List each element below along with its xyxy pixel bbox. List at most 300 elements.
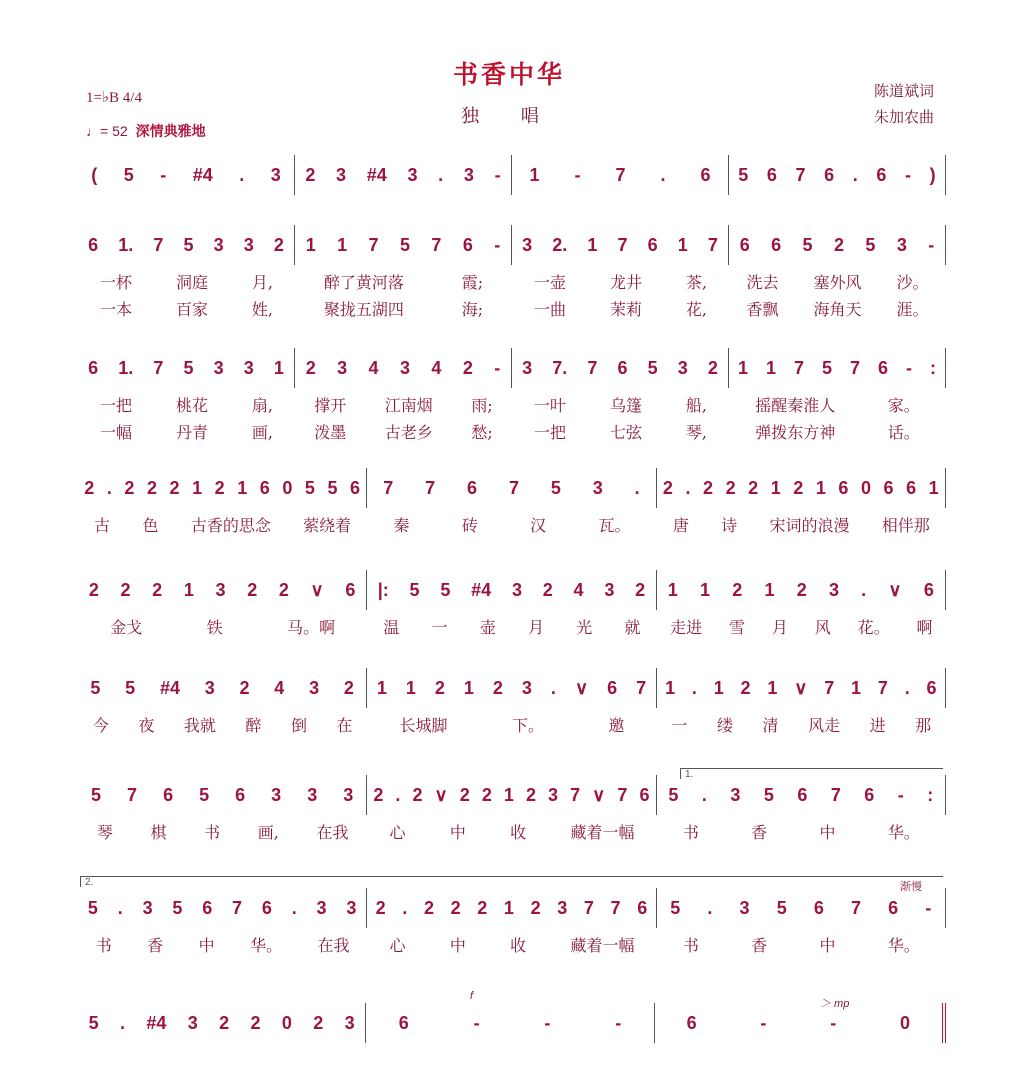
lyric-word: 雪 (728, 618, 745, 637)
note: . (707, 897, 713, 918)
note: 2 (313, 1012, 324, 1033)
note: 7 (849, 357, 860, 378)
note: 3 (343, 784, 354, 805)
note: 2 (305, 357, 316, 378)
lyric-word: 百家 (175, 300, 208, 319)
composer-credit: 朱加农曲 (873, 108, 934, 126)
measure (657, 775, 946, 815)
lyric-word: 心 (389, 936, 406, 955)
note: 6 (261, 897, 272, 918)
note: 1 (851, 677, 862, 698)
note: ∨ (574, 677, 589, 698)
note: ∨ (434, 784, 448, 805)
note: 5 (647, 357, 658, 378)
note: 6 (771, 234, 782, 255)
lyric-word: 华。 (887, 936, 920, 955)
note: 6 (838, 477, 849, 498)
note: . (904, 677, 910, 698)
music-system (78, 230, 946, 320)
tempo-value: ♩= 52 (86, 123, 128, 139)
note: 7 (368, 234, 379, 255)
lyric-word: 我就 (183, 716, 216, 735)
note: |: (377, 579, 389, 600)
note: 7 (851, 897, 862, 918)
lyric-word: 金戈 (110, 618, 143, 637)
key-signature: 1=♭B 4/4 (86, 90, 142, 106)
lyrics-verse-1 (78, 713, 946, 736)
note: - (905, 357, 912, 378)
lyric-word: 藏着一幅 (570, 823, 635, 842)
note: 1 (183, 579, 194, 600)
note: 5 (91, 784, 102, 805)
lyric-word: 光 (576, 618, 593, 637)
note: 3 (739, 897, 750, 918)
lyric-word: 相伴那 (881, 516, 930, 535)
note: ∨ (592, 784, 606, 805)
lyric-word: 中 (819, 936, 836, 955)
note: 5 (304, 477, 315, 498)
lyric-word: 长城脚 (399, 716, 448, 735)
lyrics-verse-1 (78, 393, 946, 416)
note: . (291, 897, 297, 918)
note: - (494, 234, 501, 255)
measure (512, 348, 729, 388)
note: - (574, 164, 581, 185)
note: 7 (877, 677, 888, 698)
note: 1. (118, 234, 134, 255)
lyric-word: 一把 (99, 396, 132, 415)
note: 3 (548, 784, 559, 805)
note: 4 (431, 357, 442, 378)
lyric-word: 船, (685, 396, 707, 415)
note: 2 (434, 677, 445, 698)
note: 5 (776, 897, 787, 918)
note: 2 (146, 477, 157, 498)
measure (78, 570, 367, 610)
note: 7 (830, 784, 841, 805)
lyric-word: 夜 (138, 716, 155, 735)
note: 5 (763, 784, 774, 805)
note: 3 (213, 357, 224, 378)
lyrics-verse-1 (78, 513, 946, 536)
note: 7 (583, 897, 594, 918)
lyric-word: 撑开 (314, 396, 347, 415)
note: 7 (615, 164, 626, 185)
note: 6 (766, 164, 777, 185)
expression-text: 深情典雅地 (135, 123, 206, 139)
note: 7 (795, 164, 806, 185)
note: 7 (610, 897, 621, 918)
lyric-word: 邀 (608, 716, 625, 735)
lyric-word: 中 (449, 823, 466, 842)
note: 7 (425, 477, 436, 498)
lyric-word: 汉 (530, 516, 547, 535)
lyric-word: 中 (819, 823, 836, 842)
note: 2 (748, 477, 759, 498)
note: 5 (327, 477, 338, 498)
lyric-word: 缕 (716, 716, 733, 735)
note: 2 (412, 784, 423, 805)
note: 6 (686, 1012, 697, 1033)
note: #4 (471, 579, 492, 600)
lyric-word: 马。啊 (287, 618, 336, 637)
lyric-word: 醉 (245, 716, 262, 735)
note: 5 (183, 234, 194, 255)
note: . (685, 477, 691, 498)
note: 5 (738, 164, 749, 185)
lyric-word: 在 (336, 716, 353, 735)
lyric-word: 唐 (672, 516, 689, 535)
note: . (106, 477, 112, 498)
note: 3 (336, 164, 347, 185)
lyric-word: 话。 (887, 423, 920, 442)
music-system (78, 160, 946, 190)
lyric-word: 壶 (479, 618, 496, 637)
note: 3 (730, 784, 741, 805)
note: 5 (550, 477, 561, 498)
note: 6 (797, 784, 808, 805)
measure (295, 348, 512, 388)
lyric-word: 丹青 (175, 423, 208, 442)
measure (657, 888, 946, 928)
lyric-word: 海; (461, 300, 484, 319)
lyric-word: 书 (682, 936, 699, 955)
lyric-word: 一本 (99, 300, 132, 319)
note: 4 (573, 579, 584, 600)
lyric-word: 雨; (471, 396, 493, 415)
note: 4 (274, 677, 285, 698)
lyric-word: 画, (251, 423, 273, 442)
note: 3 (896, 234, 907, 255)
lyric-word: 香 (147, 936, 164, 955)
music-system (78, 673, 946, 736)
lyrics-verse-2 (78, 297, 946, 320)
note: 6 (700, 164, 711, 185)
note: 2 (662, 477, 673, 498)
lyric-word: 泼墨 (314, 423, 347, 442)
note: 6 (906, 477, 917, 498)
note: 2 (707, 357, 718, 378)
note: . (691, 677, 697, 698)
note: 7 (570, 784, 581, 805)
note: 2 (373, 784, 384, 805)
volta-2: 2. (80, 876, 943, 887)
note: 5 (125, 677, 136, 698)
measure (367, 570, 656, 610)
note: 3 (142, 897, 153, 918)
note: 1 (765, 357, 776, 378)
note: 3 (511, 579, 522, 600)
note: 5 (399, 234, 410, 255)
note: 2 (120, 579, 131, 600)
note: 1 (667, 579, 678, 600)
performance-type: 独 唱 (461, 106, 557, 127)
note: 3 (521, 677, 532, 698)
measure (78, 225, 295, 265)
note: 1 (192, 477, 203, 498)
note: 3 (215, 579, 226, 600)
note: 2 (530, 897, 541, 918)
note: 7 (793, 357, 804, 378)
lyric-word: 砖 (461, 516, 478, 535)
lyric-word: 华。 (887, 823, 920, 842)
lyric-word: 琴, (685, 423, 707, 442)
note: 1 (815, 477, 826, 498)
lyric-word: 洗去 (746, 273, 779, 292)
volta-1: 1. (680, 768, 943, 779)
lyrics-verse-1 (78, 933, 946, 956)
note: 3 (604, 579, 615, 600)
note: 3 (243, 357, 254, 378)
note: 3 (344, 1012, 355, 1033)
measure (657, 668, 946, 708)
measure (295, 155, 512, 195)
note: 6 (88, 357, 99, 378)
note: 7 (824, 677, 835, 698)
lyric-word: 在我 (316, 823, 349, 842)
lyrics-verse-1 (78, 820, 946, 843)
note: 6 (864, 784, 875, 805)
note: 7 (383, 477, 394, 498)
note: . (634, 477, 640, 498)
lyric-word: 月 (528, 618, 545, 637)
note: 1 (764, 579, 775, 600)
note: . (402, 897, 408, 918)
measure (512, 155, 729, 195)
lyric-word: 香 (751, 823, 768, 842)
measure (729, 155, 946, 195)
measure (729, 225, 946, 265)
note: 2 (481, 784, 492, 805)
note: 2 (273, 234, 284, 255)
note: 2 (343, 677, 354, 698)
note: 2 (247, 579, 258, 600)
note: 0 (281, 1012, 292, 1033)
note: 5 (802, 234, 813, 255)
note: 6 (888, 897, 899, 918)
note: 5 (199, 784, 210, 805)
note: 7 (232, 897, 243, 918)
note: . (120, 1012, 126, 1033)
note: #4 (159, 677, 180, 698)
note: 3 (522, 357, 533, 378)
lyric-word: 海角天 (813, 300, 862, 319)
note: 2 (239, 677, 250, 698)
lyric-word: 在我 (317, 936, 350, 955)
measure (655, 1003, 946, 1043)
note: 7 (508, 477, 519, 498)
lyric-word: 那 (915, 716, 932, 735)
note: ∨ (794, 677, 808, 698)
music-system (78, 893, 946, 956)
note: 1 (700, 579, 711, 600)
note: 3 (204, 677, 215, 698)
note: 7 (127, 784, 138, 805)
note: . (117, 897, 123, 918)
note: 6 (926, 677, 937, 698)
note: 2 (305, 164, 316, 185)
lyric-word: 愁; (471, 423, 493, 442)
lyrics-verse-2 (78, 420, 946, 443)
lyric-word: 清 (762, 716, 779, 735)
ritardando-mark: 渐慢 (900, 881, 922, 893)
note: 6 (639, 784, 650, 805)
note: 3 (271, 784, 282, 805)
lyricist-credit: 陈道斌词 (873, 82, 934, 100)
note: 6 (813, 897, 824, 918)
lyric-word: 花, (685, 300, 707, 319)
note: 6 (462, 234, 473, 255)
note: 6 (739, 234, 750, 255)
note: 6 (163, 784, 174, 805)
tempo-marking (86, 121, 206, 141)
lyric-word: 一杯 (99, 273, 132, 292)
measure (512, 225, 729, 265)
measure (367, 668, 656, 708)
lyric-word: 今 (92, 716, 109, 735)
measure (367, 775, 656, 815)
note: 2 (375, 897, 386, 918)
note: 3 (407, 164, 418, 185)
lyric-word: 洞庭 (175, 273, 208, 292)
lyric-word: 醉了黄河落 (323, 273, 404, 292)
note: - (925, 897, 932, 918)
lyric-word: 香 (751, 936, 768, 955)
measure (78, 888, 367, 928)
measure (78, 1003, 366, 1043)
note: 3 (213, 234, 224, 255)
note: 5 (670, 897, 681, 918)
note: 3 (337, 357, 348, 378)
lyric-word: 秦 (393, 516, 410, 535)
note: 2. (552, 234, 568, 255)
note: 6 (877, 357, 888, 378)
measure (78, 775, 367, 815)
note: : (929, 357, 936, 378)
note: . (239, 164, 245, 185)
note: 6 (923, 579, 934, 600)
note: . (660, 164, 666, 185)
note: 1 (767, 677, 778, 698)
lyric-word: 进 (869, 716, 886, 735)
note: 5 (409, 579, 420, 600)
lyric-word: 琴 (96, 823, 113, 842)
note: 6 (637, 897, 648, 918)
note: 2 (450, 897, 461, 918)
note: 6 (88, 234, 99, 255)
note: 2 (278, 579, 289, 600)
measure (729, 348, 946, 388)
lyric-word: 华。 (250, 936, 283, 955)
note: 5 (668, 784, 679, 805)
lyric-word: 一 (671, 716, 688, 735)
note: 2 (124, 477, 135, 498)
note: 7 (587, 357, 598, 378)
music-system (78, 1008, 946, 1038)
note: 2 (84, 477, 95, 498)
note: 3 (316, 897, 327, 918)
note: 7 (153, 234, 164, 255)
note: 5 (90, 677, 101, 698)
note: 7 (636, 677, 647, 698)
lyric-word: 走进 (670, 618, 703, 637)
measure (295, 225, 512, 265)
lyric-word: 姓, (251, 300, 273, 319)
lyric-word: 中 (449, 936, 466, 955)
lyrics-verse-1 (78, 615, 946, 638)
note: 6 (202, 897, 213, 918)
lyric-word: 就 (624, 618, 641, 637)
note: 2 (542, 579, 553, 600)
note: - (615, 1012, 622, 1033)
lyric-word: 塞外风 (813, 273, 862, 292)
note: - (494, 164, 501, 185)
note: - (473, 1012, 480, 1033)
note: 1 (665, 677, 676, 698)
song-title: 书香中华 (452, 61, 565, 89)
lyric-word: 古香的思念 (190, 516, 271, 535)
note: 0 (860, 477, 871, 498)
note: 5 (865, 234, 876, 255)
note: 6 (259, 477, 270, 498)
music-system (78, 780, 946, 843)
note: 1 (305, 234, 316, 255)
note: 1. (118, 357, 134, 378)
note: 3 (677, 357, 688, 378)
note: ) (929, 164, 936, 185)
lyric-word: 一幅 (99, 423, 132, 442)
lyric-word: 扇, (251, 396, 273, 415)
note: 7 (617, 784, 628, 805)
lyric-word: 藏着一幅 (570, 936, 635, 955)
lyric-word: 风走 (808, 716, 841, 735)
measure (657, 468, 946, 508)
lyric-word: 七弦 (609, 423, 642, 442)
note: 6 (617, 357, 628, 378)
lyric-word: 沙。 (896, 273, 929, 292)
note: - (160, 164, 167, 185)
measure (367, 468, 656, 508)
lyric-word: 霞; (461, 273, 484, 292)
note: 7 (153, 357, 164, 378)
lyric-word: 桃花 (175, 396, 208, 415)
note: 1 (529, 164, 540, 185)
note: 1 (463, 677, 474, 698)
lyric-word: 江南烟 (384, 396, 433, 415)
note: 7 (617, 234, 628, 255)
note: 2 (635, 579, 646, 600)
note: 0 (900, 1012, 911, 1033)
note: 6 (824, 164, 835, 185)
measure (78, 468, 367, 508)
lyric-word: 古 (94, 516, 111, 535)
note: 5 (821, 357, 832, 378)
note: 2 (740, 677, 751, 698)
note: #4 (366, 164, 387, 185)
measure (367, 888, 656, 928)
note: #4 (146, 1012, 167, 1033)
note: - (494, 357, 501, 378)
note: 3 (828, 579, 839, 600)
lyric-word: 茉莉 (609, 300, 642, 319)
note: 2 (219, 1012, 230, 1033)
note: 2 (833, 234, 844, 255)
diminuendo-mark: ＞ mp (820, 998, 850, 1010)
note: 2 (703, 477, 714, 498)
measure (78, 348, 295, 388)
lyric-word: 书 (682, 823, 699, 842)
note: 1 (770, 477, 781, 498)
